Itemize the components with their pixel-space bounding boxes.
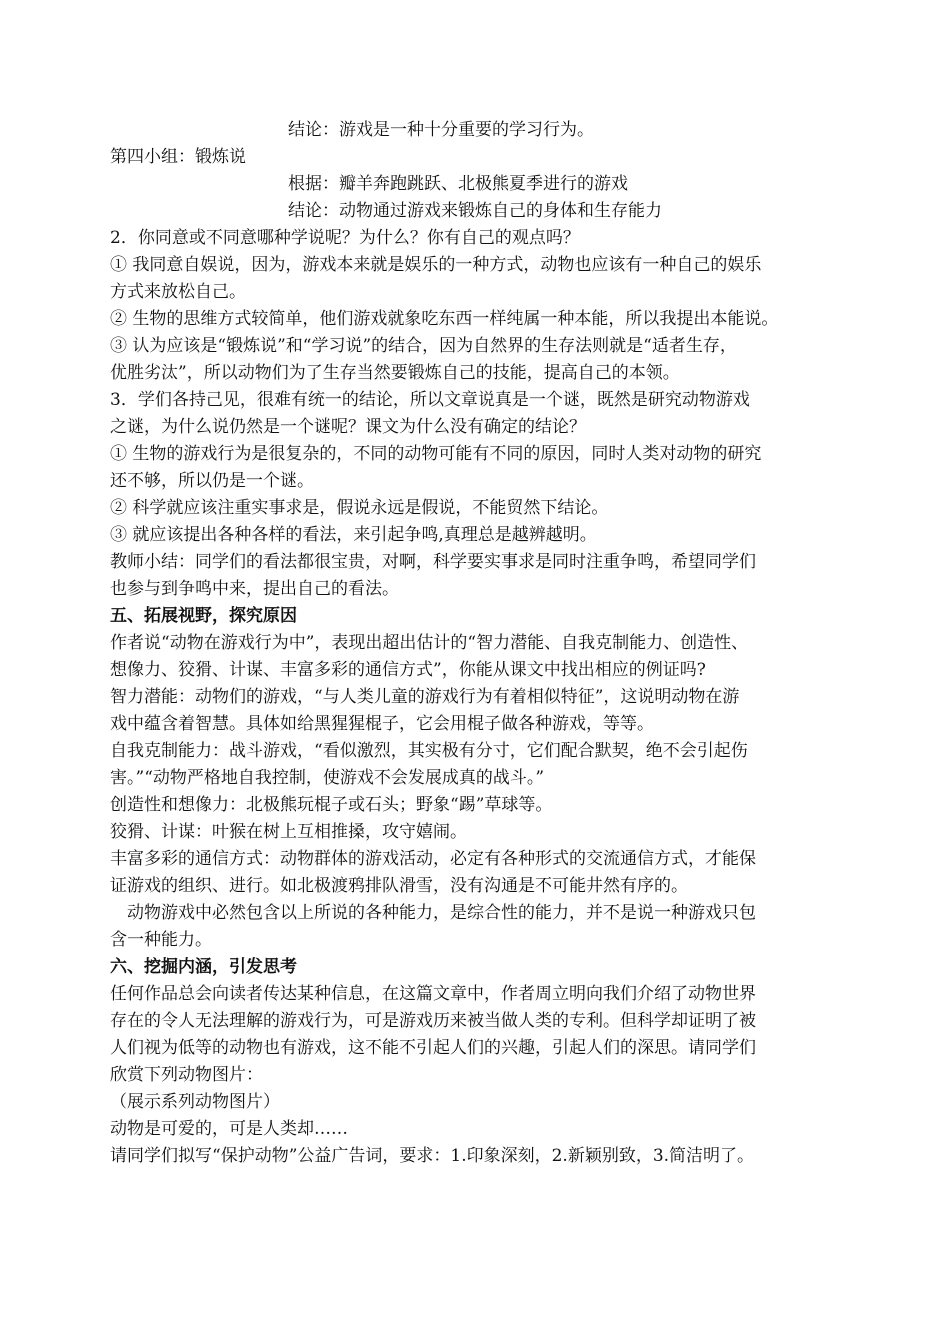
text-line: 请同学们拟写“保护动物”公益广告词，要求：1.印象深刻，2.新颖别致，3.简洁明了。 <box>110 1146 755 1166</box>
text-line: 还不够，所以仍是一个谜。 <box>110 471 314 491</box>
text-line: 动物游戏中必然包含以上所说的各种能力，是综合性的能力，并不是说一种游戏只包 <box>127 903 756 923</box>
text-line: 任何作品总会向读者传达某种信息，在这篇文章中，作者周立明向我们介绍了动物世界 <box>110 984 756 1004</box>
text-line: 存在的令人无法理解的游戏行为，可是游戏历来被当做人类的专利。但科学却证明了被 <box>110 1011 756 1031</box>
text-line: ③ 认为应该是“锻炼说”和“学习说”的结合，因为自然界的生存法则就是“适者生存， <box>110 336 737 356</box>
text-line: 证游戏的组织、进行。如北极渡鸦排队滑雪，没有沟通是不可能井然有序的。 <box>110 876 688 896</box>
text-line: ② 科学就应该注重实事求是，假说永远是假说，不能贸然下结论。 <box>110 498 609 518</box>
text-line: 结论：动物通过游戏来锻炼自己的身体和生存能力 <box>288 201 662 221</box>
text-line: 之谜，为什么说仍然是一个谜呢？课文为什么没有确定的结论？ <box>110 417 586 437</box>
text-line: ② 生物的思维方式较简单，他们游戏就象吃东西一样纯属一种本能，所以我提出本能说。 <box>110 309 779 329</box>
text-line: 含一种能力。 <box>110 930 212 950</box>
text-line: ① 生物的游戏行为是很复杂的，不同的动物可能有不同的原因，同时人类对动物的研究 <box>110 444 762 464</box>
text-line: 2．你同意或不同意哪种学说呢？为什么？你有自己的观点吗？ <box>110 228 580 248</box>
text-line: 动物是可爱的，可是人类却…… <box>110 1119 348 1139</box>
text-line: 智力潜能：动物们的游戏，“与人类儿童的游戏行为有着相似特征”，这说明动物在游 <box>110 687 740 707</box>
text-line: 作者说“动物在游戏行为中”，表现出超出估计的“智力潜能、自我克制能力、创造性、 <box>110 633 749 653</box>
text-line: 第四小组：锻炼说 <box>110 147 246 167</box>
text-line: 自我克制能力：战斗游戏，“看似激烈，其实极有分寸，它们配合默契，绝不会引起伤 <box>110 741 748 761</box>
text-line: 丰富多彩的通信方式：动物群体的游戏活动，必定有各种形式的交流通信方式，才能保 <box>110 849 756 869</box>
section-heading: 五、拓展视野，探究原因 <box>110 606 297 626</box>
text-line: （展示系列动物图片） <box>110 1092 280 1112</box>
text-line: 也参与到争鸣中来，提出自己的看法。 <box>110 579 399 599</box>
text-line: 优胜劣汰”，所以动物们为了生存当然要锻炼自己的技能，提高自己的本领。 <box>110 363 680 383</box>
text-line: 根据：瓣羊奔跑跳跃、北极熊夏季进行的游戏 <box>288 174 628 194</box>
text-line: 欣赏下列动物图片： <box>110 1065 263 1085</box>
section-heading: 六、挖掘内涵，引发思考 <box>110 957 297 977</box>
text-line: 害。”“动物严格地自我控制，使游戏不会发展成真的战斗。” <box>110 768 545 788</box>
text-line: 戏中蕴含着智慧。具体如给黑猩猩棍子，它会用棍子做各种游戏，等等。 <box>110 714 654 734</box>
text-line: 教师小结：同学们的看法都很宝贵，对啊，科学要实事求是同时注重争鸣，希望同学们 <box>110 552 756 572</box>
text-line: ③ 就应该提出各种各样的看法，来引起争鸣,真理总是越辨越明。 <box>110 525 597 545</box>
text-line: 结论：游戏是一种十分重要的学习行为。 <box>288 120 594 140</box>
text-line: ① 我同意自娱说，因为，游戏本来就是娱乐的一种方式，动物也应该有一种自己的娱乐 <box>110 255 762 275</box>
document-page <box>110 117 852 1170</box>
text-line: 创造性和想像力：北极熊玩棍子或石头；野象“踢”草球等。 <box>110 795 553 815</box>
text-line: 想像力、狡猾、计谋、丰富多彩的通信方式”，你能从课文中找出相应的例证吗? <box>110 660 706 680</box>
text-line: 方式来放松自己。 <box>110 282 246 302</box>
text-line: 3．学们各持己见，很难有统一的结论，所以文章说真是一个谜，既然是研究动物游戏 <box>110 390 750 410</box>
text-line: 狡猾、计谋：叶猴在树上互相推搡，攻守嬉闹。 <box>110 822 467 842</box>
text-line: 人们视为低等的动物也有游戏，这不能不引起人们的兴趣，引起人们的深思。请同学们 <box>110 1038 756 1058</box>
